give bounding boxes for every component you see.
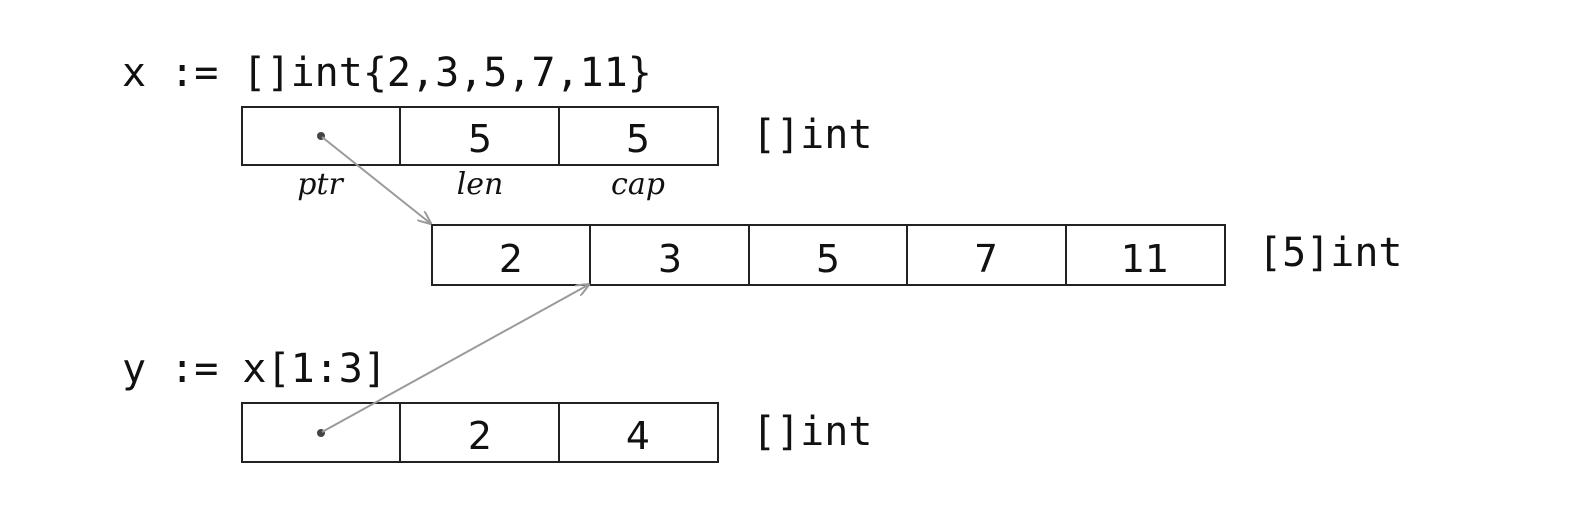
slice-y-len-value: 2: [467, 414, 493, 458]
y-declaration-code: y := x[1:3]: [122, 346, 387, 392]
slice-y-header: [242, 403, 718, 462]
array-type-label: [5]int: [1258, 230, 1403, 276]
slice-x-type-label: []int: [752, 112, 873, 158]
slice-x-len-value: 5: [467, 117, 493, 161]
cap-field-label: cap: [611, 167, 665, 202]
x-declaration-code: x := []int{2,3,5,7,11}: [122, 50, 652, 96]
array-cell-4: 11: [1120, 237, 1170, 281]
array-cell-3: 7: [973, 237, 999, 281]
slice-x-cap-value: 5: [625, 117, 651, 161]
array-cell-0: 2: [498, 237, 524, 281]
ptr-field-label: ptr: [297, 167, 343, 202]
slice-y-cap-value: 4: [625, 414, 651, 458]
slice-x-header: [242, 107, 718, 165]
underlying-array: [432, 225, 1225, 285]
slice-y-type-label: []int: [752, 409, 873, 455]
len-field-label: len: [456, 167, 504, 202]
array-cell-2: 5: [815, 237, 841, 281]
array-cell-1: 3: [657, 237, 683, 281]
